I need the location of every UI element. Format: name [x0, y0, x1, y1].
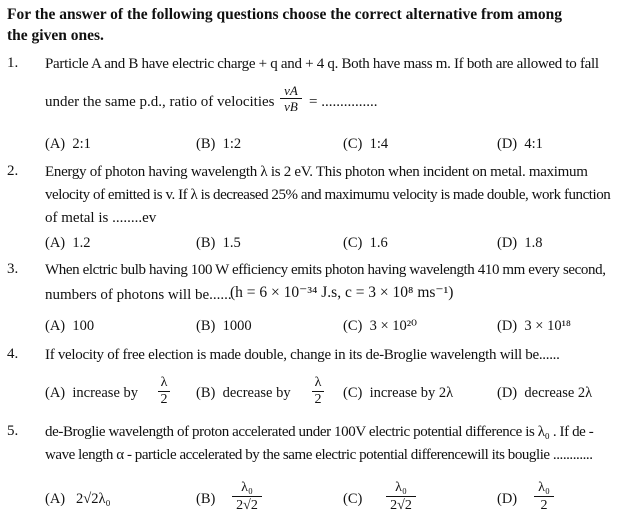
question-2-number: 2. [7, 163, 19, 179]
question-1-text-line-1: Particle A and B have electric charge + q and + 4 q. Both have mass m. If both are allowed to fall [45, 56, 599, 72]
question-5-text-line-1: de-Broglie wavelength of proton accelerated under 100V electric potential difference is λ₀ . If de - [45, 424, 594, 440]
question-1-text-line-2: under the same p.d., ratio of velocities [45, 94, 275, 110]
velocity-ratio-denominator: vB [284, 99, 298, 114]
q1-option-b[interactable]: (B) 1:2 [196, 136, 242, 152]
q5-option-a[interactable]: (A) 2√2λ₀ [45, 491, 111, 507]
q3-option-a[interactable]: (A) 100 [45, 318, 95, 334]
q4-option-a[interactable]: (A) increase by [45, 385, 139, 401]
question-1-number: 1. [7, 55, 19, 71]
q1-option-d[interactable]: (D) 4:1 [497, 136, 543, 152]
q2-option-b[interactable]: (B) 1.5 [196, 235, 241, 251]
instructions-line-1: For the answer of the following questions choose the correct alternative from among [7, 6, 563, 23]
q5-option-d[interactable]: (D) [497, 491, 518, 507]
q5-option-c-fraction: λ₀ 2√2 [386, 480, 416, 513]
q4-option-b[interactable]: (B) decrease by [196, 385, 291, 401]
q2-option-d[interactable]: (D) 1.8 [497, 235, 543, 251]
q2-option-a[interactable]: (A) 1.2 [45, 235, 91, 251]
question-2-text-line-3: of metal is ........ev [45, 210, 157, 226]
q2-option-c[interactable]: (C) 1.6 [343, 235, 388, 251]
question-5-text-line-2: wave length α - particle accelerated by the same electric potential differencewill its bouglie ............ [45, 447, 593, 463]
velocity-ratio-fraction [280, 84, 302, 113]
q5-option-d-fraction: λ₀ 2 [534, 480, 554, 513]
question-2-text-line-1: Energy of photon having wavelength λ is 2 eV. This photon when incident on metal. maximum [45, 164, 588, 180]
question-5-number: 5. [7, 423, 19, 439]
question-3-text-line-2: numbers of photons will be...... [45, 287, 232, 303]
q3-option-d[interactable]: (D) 3 × 10¹⁸ [497, 318, 571, 334]
velocity-ratio-numerator: vA [284, 83, 298, 98]
question-4-number: 4. [7, 346, 19, 362]
q1-option-a[interactable]: (A) 2:1 [45, 136, 91, 152]
q5-option-c[interactable]: (C) [343, 491, 363, 507]
question-3-number: 3. [7, 261, 19, 277]
constants-formula: (h = 6 × 10⁻³⁴ J.s, c = 3 × 10⁸ ms⁻¹) [230, 284, 454, 301]
q3-option-c[interactable]: (C) 3 × 10²⁰ [343, 318, 417, 334]
q4-option-c[interactable]: (C) increase by 2λ [343, 385, 454, 401]
q4-option-d[interactable]: (D) decrease 2λ [497, 385, 593, 401]
q5-option-b[interactable]: (B) [196, 491, 216, 507]
instructions-line-2: the given ones. [7, 27, 104, 44]
question-4-text-line-1: If velocity of free election is made double, change in its de-Broglie wavelength will be...... [45, 347, 560, 363]
question-1-blank: = ............... [309, 94, 378, 110]
q5-option-b-fraction: λ₀ 2√2 [232, 480, 262, 513]
question-3-text-line-1: When elctric bulb having 100 W efficiency emits photon having wavelength 410 mm every second, [45, 262, 606, 278]
question-2-text-line-2: velocity of emitted is v. If λ is decreased 25% and maximumu velocity is made double, work function [45, 187, 611, 203]
q4-option-b-fraction: λ 2 [312, 376, 324, 407]
q4-option-a-fraction: λ 2 [158, 376, 170, 407]
q1-option-c[interactable]: (C) 1:4 [343, 136, 389, 152]
q3-option-b[interactable]: (B) 1000 [196, 318, 252, 334]
